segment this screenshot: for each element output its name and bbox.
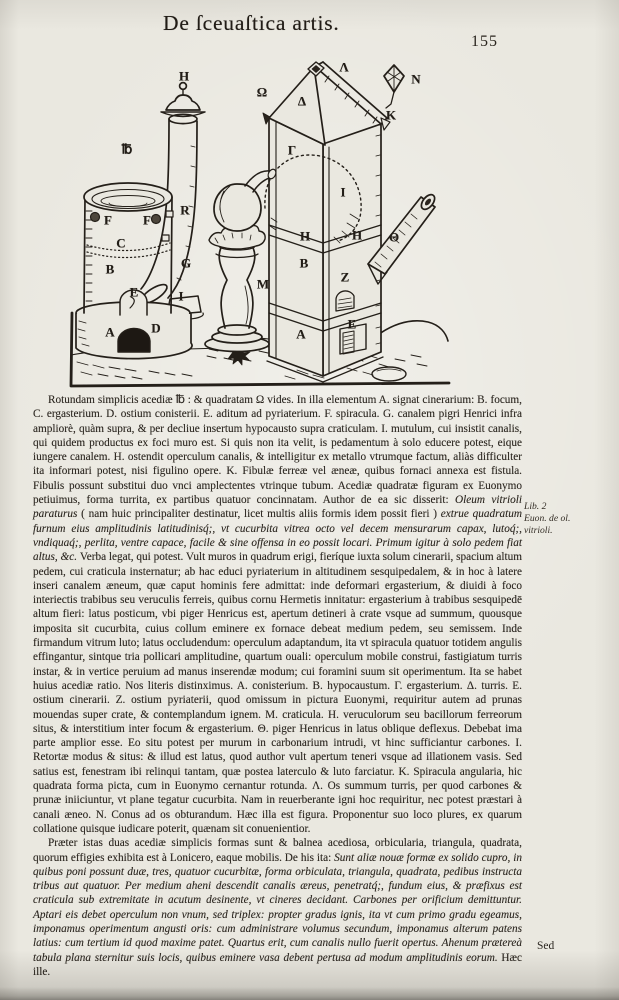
figure-label-F: F: [143, 212, 151, 228]
margin-note-line: Euon. de ol.: [524, 513, 571, 524]
figure-label-H: H: [351, 227, 363, 243]
figure-label-H: H: [178, 68, 190, 84]
figure-label-A: A: [296, 326, 306, 342]
body-text: [33, 393, 522, 979]
figure-label-F: F: [104, 212, 112, 228]
quoted-italic-text: Oleum vitrioli paraturus: [33, 494, 522, 521]
figure-label-Θ: Θ: [388, 229, 400, 245]
figure-label-Δ: Δ: [297, 93, 307, 109]
figure-label-Γ: Γ: [287, 142, 297, 158]
body-paragraph: [33, 393, 522, 836]
woodcut-figure: [57, 56, 562, 394]
roman-text: Rotundam simplicis acediæ ℔ : & quadratam Ω vides. In illa elementum A. signat cinerarium: B. focum, C. ergasterium. D. ostium conisterii. E. aditum ad pyriaterium. F. spiracula. G. canalem pigri Henrici infra ampliorè, quàm supra, & per decliue insertum hypocausto supra craticulam. I. mutulum, cui insistit canalis, qui quidem productus ex foci muro est. Si quis non ita velit, is pedamentum à solo educere potest, eique iungere canalem. H. ostendit operculum canalis, & intelligitur ex metallo vtrumque factum, aliàs difficulter ita informari potest, nisi figulino opere. K. Fibulæ ferreæ vel æneæ, quibus fornaci annexa est fistula. Fibulis possunt substitui duo vnci amplectentes vtrinque tubum. Acediæ quadratæ figuram ex Euonymo petiuimus, forma turrita, ex partibus quatuor concinnatam. Author de ea sic disserit:: [33, 394, 522, 507]
figure-label-G: G: [180, 255, 192, 271]
figure-label-B: B: [105, 261, 115, 277]
figure-label-E: E: [347, 316, 357, 332]
margin-note: [524, 501, 612, 537]
quoted-italic-text: Sunt aliæ nouæ formæ ex solido cupro, in quibus poni possunt duæ, tres, quatuor cucurbitæ, forma orbiculata, triangula, quadrata, pedibus instructa tribus aut quatuor. Per medium aheni descendit canalis æreus, penetratq́;, fundum eius, & præfixus est craticula sub extremitate in acutum desinente, vt cineres decidant. Carbones per orificium demittuntur. Aptari eis debet operculum non vnum, sed triplex: propter gradus ignis, ita vt cum primo gradu egeamus, imponamus operimentum angusti oris: cum administrare volumus secundum, imponamus alterum patens latius: cum tertium id quod maxime patet. Quartus erit, cum canalis nullo fuerit opertus. Ahenum prætereà tabula plana sternitur suis locis, quibus eminere vasa debent pertusa ad modum amplitudinis eorum.: [33, 851, 522, 964]
margin-note-line: Lib. 2: [524, 501, 547, 512]
figure-label-C: C: [116, 235, 126, 251]
margin-note-line: vitrioli.: [524, 525, 553, 536]
figure-label-A: A: [105, 324, 115, 340]
figure-label-H: H: [299, 228, 311, 244]
figure-label-D: D: [151, 320, 161, 336]
catchword: Sed: [537, 940, 555, 952]
page-number: 155: [471, 33, 498, 50]
figure-label-Ω: Ω: [256, 84, 268, 100]
roman-text: ( nam huic principaliter destinatur, licet multis aliis formis idem possit fieri ): [81, 508, 441, 521]
quoted-italic-text: extrue quadratum furnum eius amplitudinis latitudinisq́;, vt cucurbita vitrea octo vel decem mensurarum capax, lutoq́;, vndiquaq́;, perlita, ventre capace, facile & sine offensa in eo possit locari. Primum igitur à solo pedem fiat altus, &c.: [33, 508, 522, 564]
figure-label-E: E: [129, 284, 139, 300]
figure-label-Λ: Λ: [339, 59, 349, 75]
figure-label-I: I: [178, 288, 184, 304]
roman-text: Præter istas duas acediæ simplicis formas sunt & balnea acediosa, orbicularia, triangula, quadrata, quorum effigies exhibita est à Lonicero, eaque mobilis. De his ita:: [33, 837, 522, 864]
figure-label-R: R: [180, 202, 190, 218]
figure-label-N: N: [411, 71, 421, 87]
page-title: De ſceuaſtica artis.: [163, 11, 340, 35]
figure-label-℔: ℔: [121, 141, 133, 157]
figure-label-M: M: [256, 276, 270, 292]
figure-label-B: B: [299, 255, 309, 271]
woodcut-illustration: [57, 56, 562, 394]
roman-text: Verba legat, qui potest. Vult muros in quadrum erigi, fieríque iuxta solum cinerarii, spacium altum pedem, cui craticula insternatur; ab hac educi pyriaterium in altitudinem sesquipedalem, & in hoc à latere inseri canalem æneum, quæ caput hominis fere admittat: inde deformari ergasterium, & diuidi à foco interiectis trabibus seu veruculis ferreis, quibus cornu Hermetis innitatur: ergasterium à trabibus sesquipedē altum fieri: latus posticum, vbi piger Henricus est, apertum detineri à crate vsque ad summum, quousque imposita sit cucurbita, cuius collum eminere ex fornace debeat medium pedem, seu semissem. Inde firmandum vitrum luto; latus occludendum: operculum adaptandum, ita vt spiracula quatuor totidem angulis effingantur, sintque tria pollicari amplitudine, quartum ouali: operculum mobile construi, fastigiatum turris instar, & in vertice peruium ad manus inserendæ modum; cui foramini suum sit operimentum. Ita se habet huius acediæ ratio. Nos literis distinximus. A. conisterium. B. hypocaustum. Γ. ergasterium. Δ. turris. E. ostium cinerarii. Z. ostium pyriaterii, quod omissum in pictura Euonymi, requiritur autem ad prunas mouendas super crate, & contemplandum ignem. M. craticula. H. veruculorum seu bacillorum ferreorum situs, & interstitium inter focum & ergasterium. Θ. piger Henricus in latus oblique deflexus. Debebat ima parte amplior esse. Eo situ potest per murum in carbonarium intrudi, vt hinc sufficiantur carbones. I. Retortæ modus & situs: & illud est latus, quod author vult apertum teneri vsque ad illationem vasis. Sed satius est, fenestram ibi relinqui tantam, quæ postea laterculo & luto farciatur. K. Spiracula angularia, hic quadrata forma picta, cum in Euonymo cernantur rotunda. Λ. Os summum turris, per quod carbones & prunæ iniiciuntur, vt plane tegatur cucurbita. Nam in reuerberante igni hoc requiritur, nec potest præstari à canali æneo. N. Conus ad os obturandum. Hæc illa est figura. Proponentur suo loco plures, ex quarum collatione quisque iudicare poterit, quænam sit conuenientior.: [33, 551, 523, 835]
body-paragraph: [33, 836, 522, 979]
figure-label-K: K: [385, 107, 397, 123]
figure-label-I: I: [340, 184, 346, 200]
figure-label-Z: Z: [340, 269, 350, 285]
roman-text: Hæc ille.: [33, 951, 522, 978]
